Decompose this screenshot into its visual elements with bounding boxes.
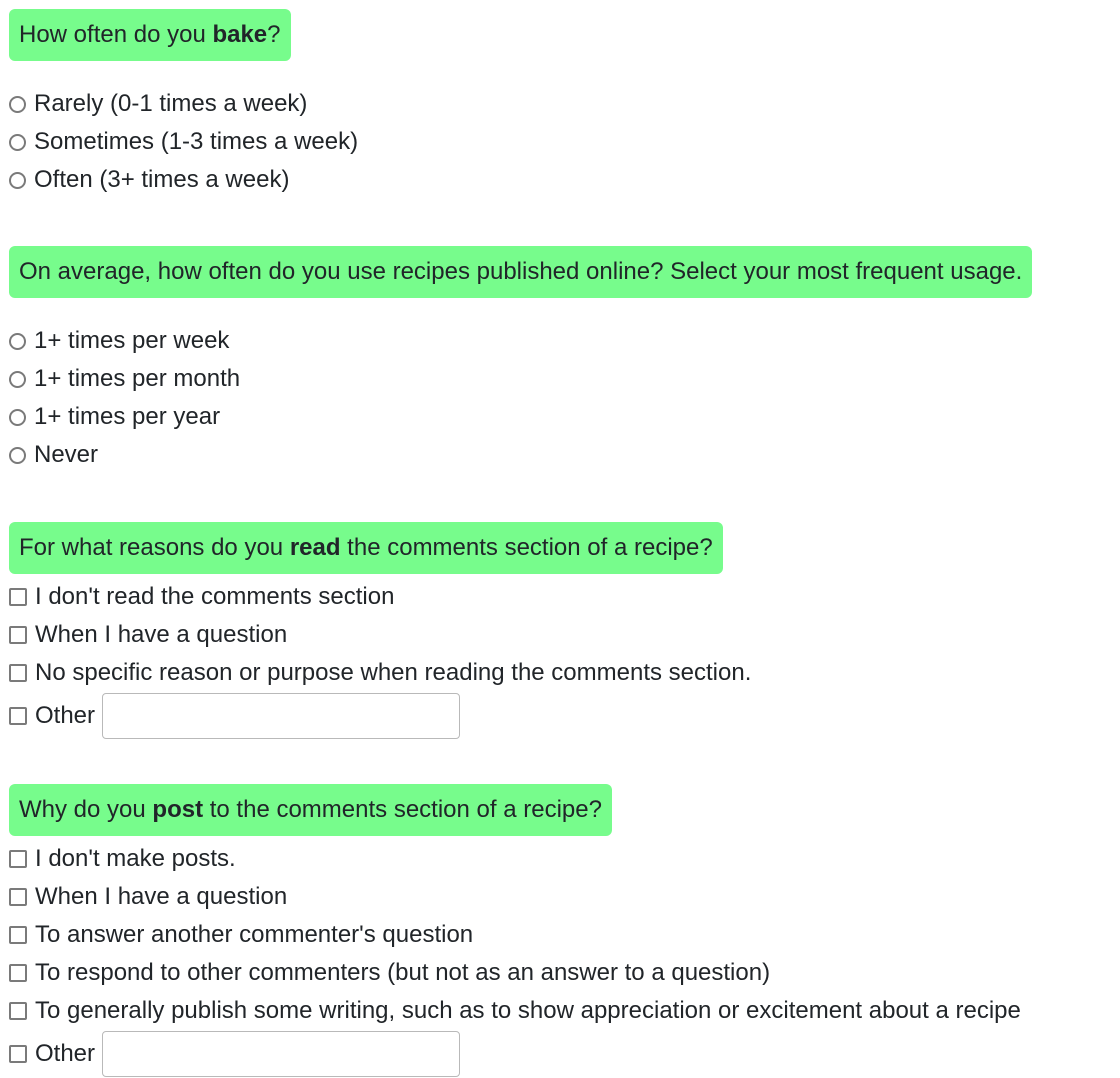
checkbox[interactable] [9, 964, 27, 982]
checkbox-option-question[interactable]: When I have a question [9, 616, 751, 654]
question-online-recipe-usage [9, 246, 1032, 474]
checkbox-group [9, 840, 1021, 1078]
question-read-comments-reasons [9, 522, 751, 740]
radio-button[interactable] [9, 134, 26, 151]
checkbox-option-dont-post[interactable]: I don't make posts. [9, 840, 1021, 878]
radio-option-yearly[interactable]: 1+ times per year [9, 398, 1032, 436]
question-title: Why do you post to the comments section of a recipe? [9, 784, 612, 836]
question-title: On average, how often do you use recipes published online? Select your most frequent usage. [9, 246, 1032, 298]
radio-option-weekly[interactable]: 1+ times per week [9, 322, 1032, 360]
checkbox-group [9, 578, 751, 740]
checkbox[interactable] [9, 850, 27, 868]
checkbox-option-no-reason[interactable]: No specific reason or purpose when reading the comments section. [9, 654, 751, 692]
checkbox-option-other[interactable]: Other [9, 1030, 1021, 1078]
checkbox[interactable] [9, 888, 27, 906]
checkbox[interactable] [9, 1002, 27, 1020]
other-text-input[interactable] [102, 693, 460, 739]
other-text-input[interactable] [102, 1031, 460, 1077]
radio-button[interactable] [9, 172, 26, 189]
radio-option-never[interactable]: Never [9, 436, 1032, 474]
checkbox-option-answer[interactable]: To answer another commenter's question [9, 916, 1021, 954]
checkbox[interactable] [9, 707, 27, 725]
radio-group [9, 85, 358, 199]
radio-option-sometimes[interactable]: Sometimes (1-3 times a week) [9, 123, 358, 161]
radio-button[interactable] [9, 96, 26, 113]
question-title: How often do you bake? [9, 9, 291, 61]
radio-group [9, 322, 1032, 474]
checkbox[interactable] [9, 626, 27, 644]
radio-option-monthly[interactable]: 1+ times per month [9, 360, 1032, 398]
question-title: For what reasons do you read the comments section of a recipe? [9, 522, 723, 574]
radio-option-rarely[interactable]: Rarely (0-1 times a week) [9, 85, 358, 123]
radio-option-often[interactable]: Often (3+ times a week) [9, 161, 358, 199]
question-bake-frequency [9, 9, 358, 199]
radio-button[interactable] [9, 409, 26, 426]
radio-button[interactable] [9, 333, 26, 350]
checkbox-option-respond[interactable]: To respond to other commenters (but not as an answer to a question) [9, 954, 1021, 992]
question-post-comments-reasons [9, 784, 1021, 1078]
checkbox-option-dont-read[interactable]: I don't read the comments section [9, 578, 751, 616]
checkbox[interactable] [9, 926, 27, 944]
checkbox[interactable] [9, 1045, 27, 1063]
checkbox-option-question[interactable]: When I have a question [9, 878, 1021, 916]
checkbox-option-other[interactable]: Other [9, 692, 751, 740]
radio-button[interactable] [9, 447, 26, 464]
checkbox[interactable] [9, 664, 27, 682]
radio-button[interactable] [9, 371, 26, 388]
checkbox[interactable] [9, 588, 27, 606]
checkbox-option-publish[interactable]: To generally publish some writing, such as to show appreciation or excitement about a recipe [9, 992, 1021, 1030]
